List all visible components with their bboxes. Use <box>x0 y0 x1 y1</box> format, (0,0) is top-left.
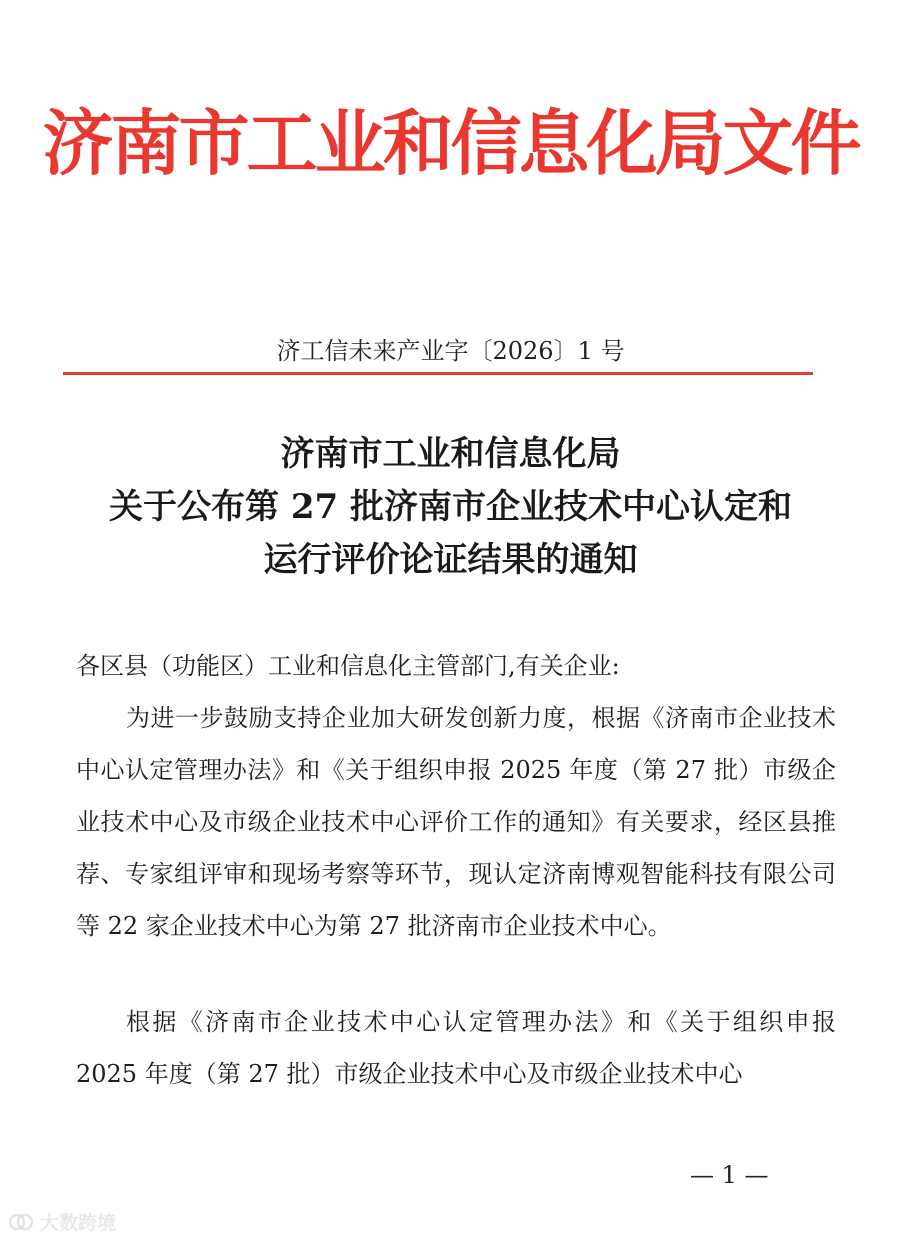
letterhead-title: 济南市工业和信息化局文件 <box>42 101 859 185</box>
salutation: 各区县（功能区）工业和信息化主管部门,有关企业: <box>76 652 620 680</box>
watermark-text: 大数跨境 <box>40 1212 117 1234</box>
watermark-logo-icon <box>8 1209 34 1235</box>
watermark <box>8 1208 116 1235</box>
notice-title-line-1: 济南市工业和信息化局 <box>280 434 621 474</box>
notice-title <box>0 428 901 587</box>
body-paragraph-1: 为进一步鼓励支持企业加大研发创新力度，根据《济南市企业技术中心认定管理办法》和《关于组织申报 2025 年度（第 27 批）市级企业技术中心及市级企业技术中心评价工作的通知》有关要求，经区县推荐、专家组评审和现场考察等环节，现认定济南博观智能科技有限公司等 22 家企业技术中心为第 27 批济南市企业技术中心。 <box>76 704 836 940</box>
body-paragraph-2: 根据《济南市企业技术中心认定管理办法》和《关于组织申报 2025 年度（第 27 批）市级企业技术中心及市级企业技术中心 <box>76 1008 836 1088</box>
red-divider-line <box>63 372 813 375</box>
notice-title-line-2: 关于公布第 27 批济南市企业技术中心认定和 <box>109 487 792 527</box>
page-number: — 1 — <box>690 1161 769 1189</box>
notice-title-line-3: 运行评价论证结果的通知 <box>263 540 638 580</box>
document-number: 济工信未来产业字〔2026〕1 号 <box>276 337 625 365</box>
